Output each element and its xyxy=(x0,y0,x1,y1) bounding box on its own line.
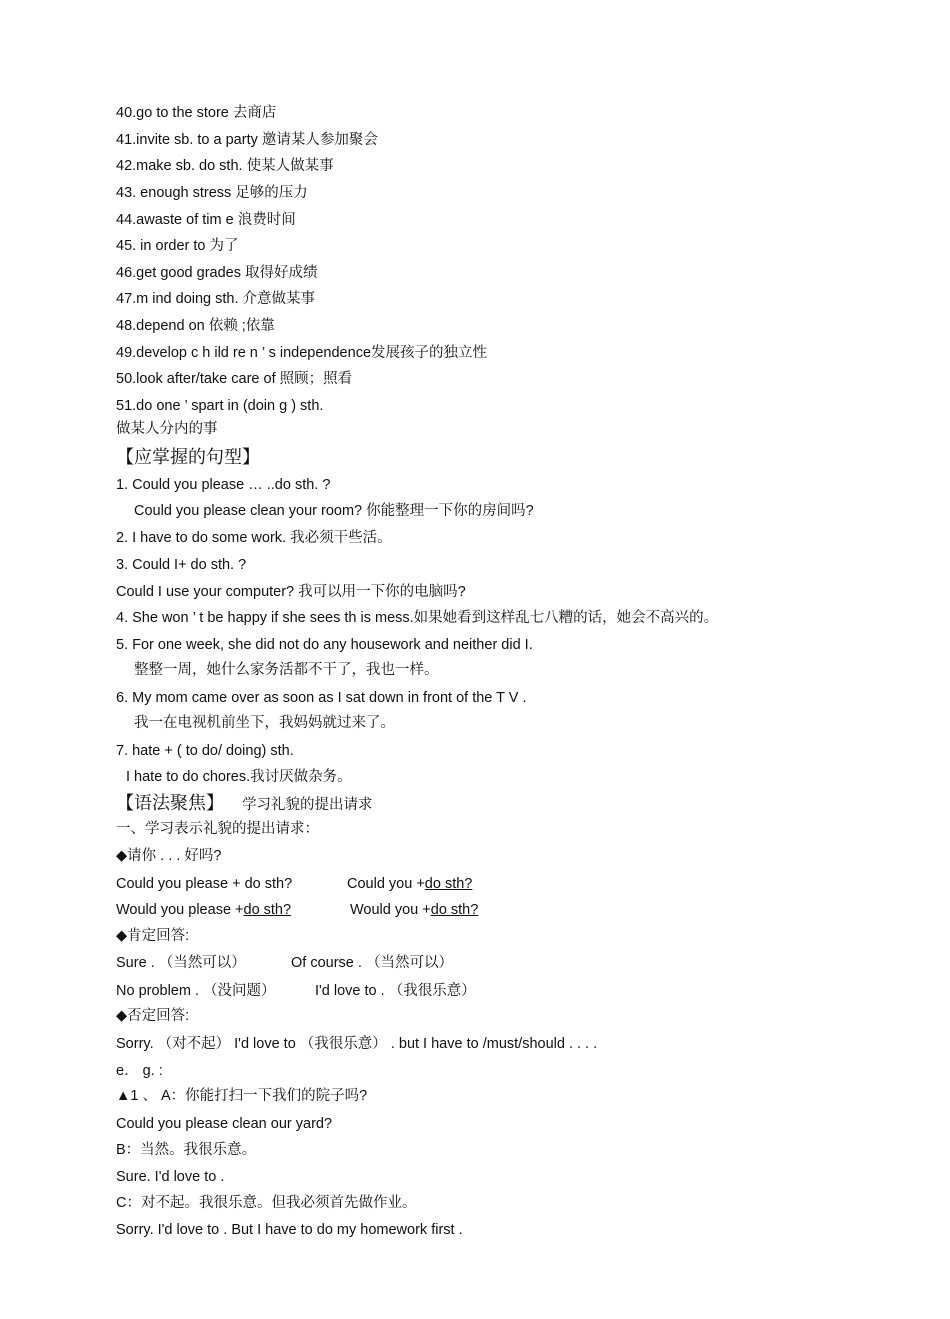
section-heading-grammar: 【语法聚焦】 xyxy=(116,793,224,813)
form-could-you: Could you +do sth? xyxy=(347,876,473,892)
pattern-line: I hate to do chores.我讨厌做杂务。 xyxy=(126,769,352,785)
pattern-line: Could you please clean your room? 你能整理一下你的房间吗? xyxy=(134,503,534,519)
example-line: Sorry. I'd love to . But I have to do my homework first . xyxy=(116,1222,463,1238)
example-line: ▲1 、 A：你能打扫一下我们的院子吗? xyxy=(116,1088,368,1104)
pattern-line: 2. I have to do some work. 我必须干些活。 xyxy=(116,530,392,546)
pattern-line: 5. For one week, she did not do any housework and neither did I. xyxy=(116,637,533,653)
yes-love-to: I'd love to . （我很乐意） xyxy=(315,983,476,999)
pattern-line: 6. My mom came over as soon as I sat down in front of the T V . xyxy=(116,690,527,706)
yes-label: ◆肯定回答: xyxy=(116,928,190,944)
form-could-you-please: Could you please + do sth? xyxy=(116,876,293,892)
phrase-46: 46.get good grades 取得好成绩 xyxy=(116,265,318,281)
example-line: B：当然。我很乐意。 xyxy=(116,1142,257,1158)
eg-label: e． g. : xyxy=(116,1063,163,1079)
yes-of-course: Of course . （当然可以） xyxy=(291,955,453,971)
phrase-42: 42.make sb. do sth. 使某人做某事 xyxy=(116,158,334,174)
pattern-line: Could I use your computer? 我可以用一下你的电脑吗? xyxy=(116,584,466,600)
phrase-45: 45. in order to 为了 xyxy=(116,238,239,254)
pattern-line: 整整一周，她什么家务活都不干了，我也一样。 xyxy=(134,662,439,678)
phrase-49: 49.develop c h ild re n ’ s independence发展孩子的独立性 xyxy=(116,345,488,361)
no-answer: Sorry. （对不起） I'd love to （我很乐意） . but I have to /must/should . . . . xyxy=(116,1036,598,1052)
phrase-44: 44.awaste of tim e 浪费时间 xyxy=(116,212,296,228)
phrase-48: 48.depend on 依赖 ;依靠 xyxy=(116,318,275,334)
section-heading-patterns: 【应掌握的句型】 xyxy=(116,447,260,467)
phrase-51-meaning: 做某人分内的事 xyxy=(116,421,218,437)
phrase-40: 40.go to the store 去商店 xyxy=(116,105,277,121)
phrase-43: 43. enough stress 足够的压力 xyxy=(116,185,308,201)
example-line: Could you please clean our yard? xyxy=(116,1116,333,1132)
no-label: ◆否定回答: xyxy=(116,1008,190,1024)
pattern-line: 我一在电视机前坐下，我妈妈就过来了。 xyxy=(134,715,395,731)
form-would-you-please: Would you please +do sth? xyxy=(116,902,292,918)
phrase-47: 47.m ind doing sth. 介意做某事 xyxy=(116,291,316,307)
phrase-41: 41.invite sb. to a party 邀请某人参加聚会 xyxy=(116,132,378,148)
example-line: C：对不起。我很乐意。但我必须首先做作业。 xyxy=(116,1195,417,1211)
form-would-you: Would you +do sth? xyxy=(350,902,479,918)
section-subtitle-grammar: 学习礼貌的提出请求 xyxy=(242,797,373,813)
example-line: Sure. I'd love to . xyxy=(116,1169,225,1185)
pattern-line: 1. Could you please … ..do sth. ? xyxy=(116,477,331,493)
phrase-51: 51.do one ’ spart in (doin g ) sth. xyxy=(116,398,324,414)
pattern-line: 4. She won ’ t be happy if she sees th is mess.如果她看到这样乱七八糟的话，她会不高兴的。 xyxy=(116,610,719,626)
grammar-heading-row xyxy=(116,792,373,814)
pattern-line: 7. hate + ( to do/ doing) sth. xyxy=(116,743,294,759)
pattern-line: 3. Could I+ do sth. ? xyxy=(116,557,247,573)
grammar-intro: 一、学习表示礼貌的提出请求： xyxy=(116,821,319,837)
ask-label: ◆请你 . . . 好吗? xyxy=(116,848,222,864)
yes-sure: Sure . （当然可以） xyxy=(116,955,246,971)
yes-no-problem: No problem . （没问题） xyxy=(116,983,276,999)
phrase-50: 50.look after/take care of 照顾；照看 xyxy=(116,371,353,387)
